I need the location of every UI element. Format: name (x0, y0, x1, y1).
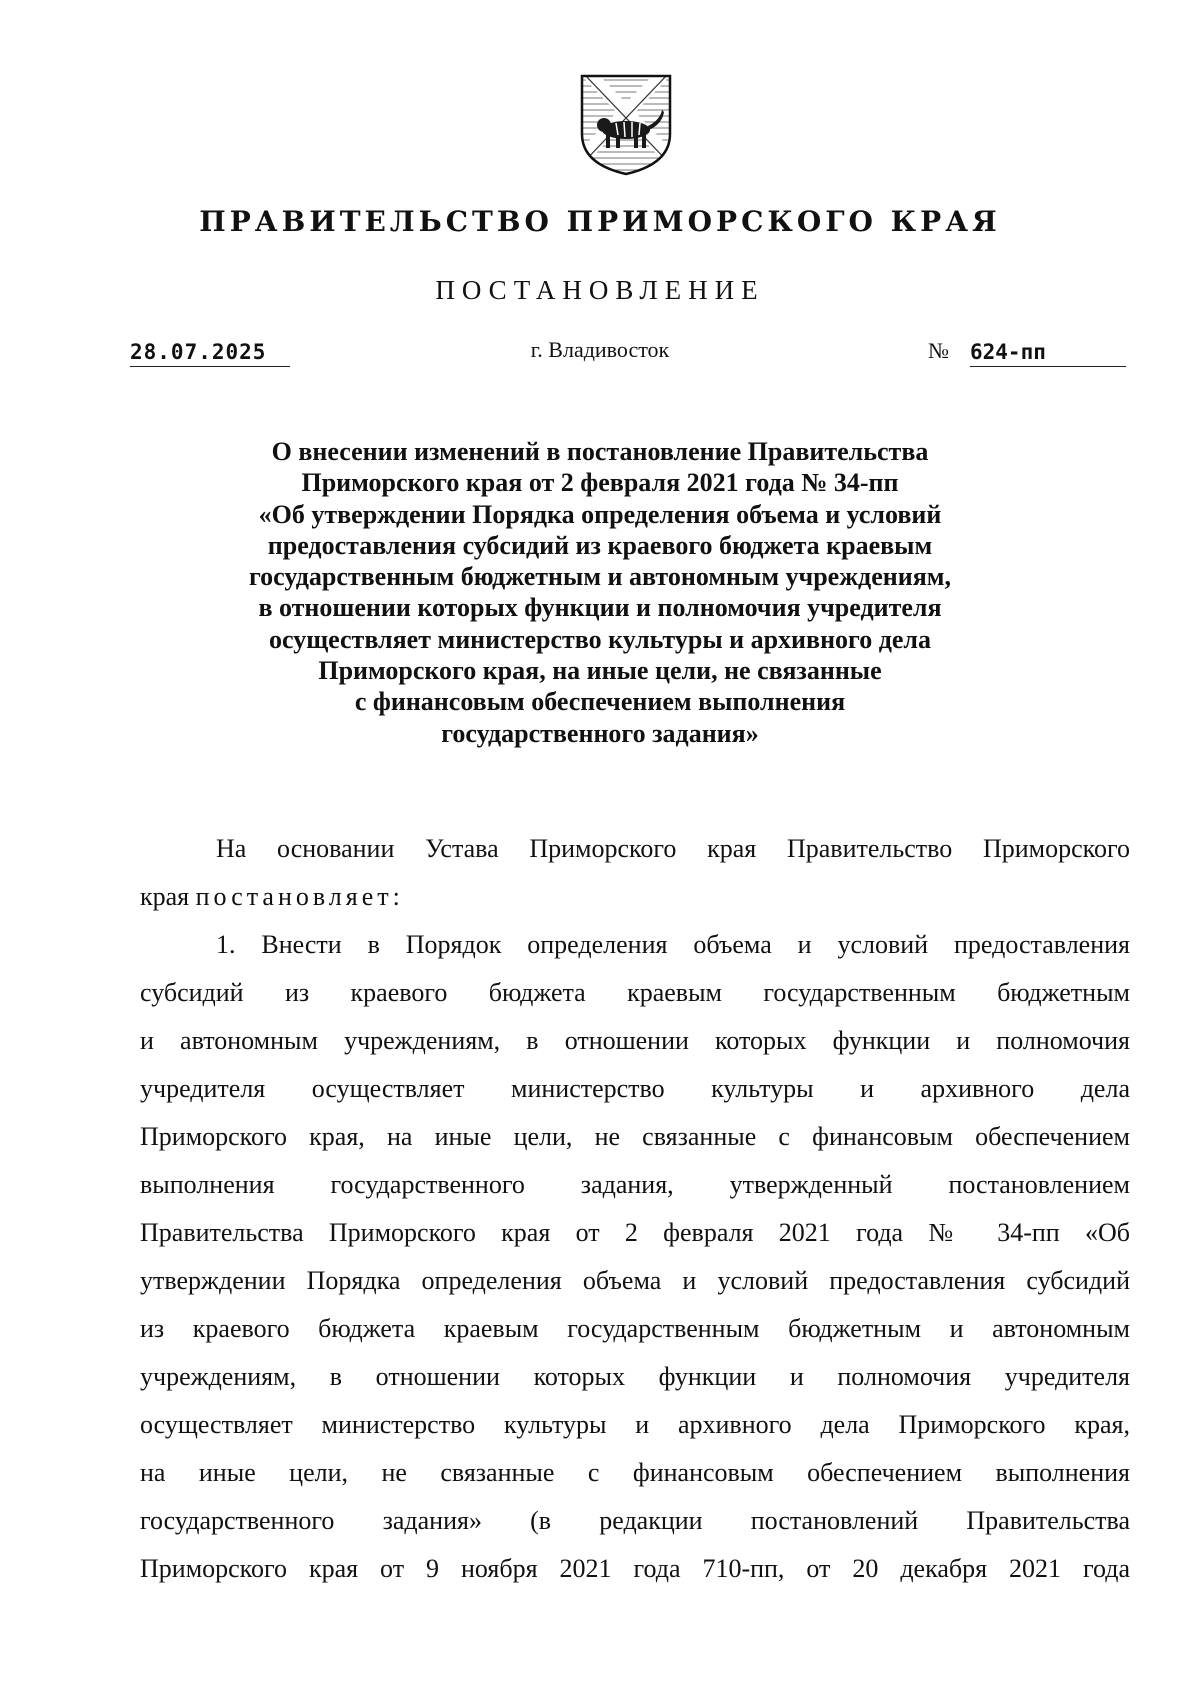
subject-line: государственного задания» (441, 718, 759, 748)
paragraph-line: Приморского края от 9 ноября 2021 года 710-пп, от 20 декабря 2021 года (140, 1554, 1130, 1583)
subject-line: Приморского края от 2 февраля 2021 года № 34-пп (301, 468, 899, 498)
subject-line: предоставления субсидий из краевого бюджета краевым (267, 530, 933, 560)
subject-line: О внесении изменений в постановление Правительства (271, 437, 929, 466)
paragraph-line: из краевого бюджета краевым государственным бюджетным и автономным (140, 1314, 1130, 1343)
document-type: ПОСТАНОВЛЕНИЕ (435, 275, 765, 305)
intro-decree-word: постановляет: (195, 882, 404, 911)
subject-line: «Об утверждении Порядка определения объема и условий (258, 499, 942, 529)
document-number-field (928, 340, 1126, 370)
document-subject (160, 436, 1040, 749)
paragraph-line: и автономным учреждениям, в отношении которых функции и полномочия (140, 1026, 1130, 1055)
subject-line: в отношении которых функции и полномочия учредителя (258, 593, 942, 623)
paragraph-line: Приморского края, на иные цели, не связанные с финансовым обеспечением (140, 1122, 1130, 1151)
paragraph-line: утверждении Порядка определения объема и условий предоставления субсидий (140, 1266, 1130, 1295)
intro-line: На основании Устава Приморского края Правительство Приморского (216, 834, 1130, 863)
paragraph-line: выполнения государственного задания, утвержденный постановлением (140, 1170, 1130, 1199)
intro-line (140, 873, 1130, 921)
subject-line: осуществляет министерство культуры и архивного дела (269, 624, 931, 654)
paragraph-line: Правительства Приморского края от 2 февраля 2021 года № 34-пп «Об (140, 1218, 1130, 1247)
number-sign: № (928, 338, 949, 363)
subject-line: государственным бюджетным и автономным учреждениям, (249, 562, 951, 592)
paragraph-line: государственного задания» (в редакции постановлений Правительства (140, 1506, 1130, 1535)
paragraph-line: учреждениям, в отношении которых функции и полномочия учредителя (140, 1362, 1130, 1391)
paragraph-line: учредителя осуществляет министерство культуры и архивного дела (140, 1074, 1130, 1103)
subject-line: Приморского края, на иные цели, не связанные (318, 656, 882, 686)
paragraph-line: 1. Внести в Порядок определения объема и условий предоставления (216, 930, 1130, 959)
paragraph-line: осуществляет министерство культуры и архивного дела Приморского края, (140, 1410, 1130, 1439)
paragraph-line: на иные цели, не связанные с финансовым обеспечением выполнения (140, 1458, 1130, 1487)
intro-prefix: края (140, 882, 196, 911)
primorsky-krai-coat-of-arms-icon (578, 72, 674, 178)
government-title: ПРАВИТЕЛЬСТВО ПРИМОРСКОГО КРАЯ (199, 205, 1001, 238)
document-number: 624-пп (970, 340, 1126, 367)
subject-line: с финансовым обеспечением выполнения (354, 687, 846, 717)
document-body (140, 825, 1130, 1593)
paragraph-line: субсидий из краевого бюджета краевым государственным бюджетным (140, 978, 1130, 1007)
document-date: 28.07.2025 (130, 340, 290, 367)
document-city: г. Владивосток (530, 337, 670, 362)
